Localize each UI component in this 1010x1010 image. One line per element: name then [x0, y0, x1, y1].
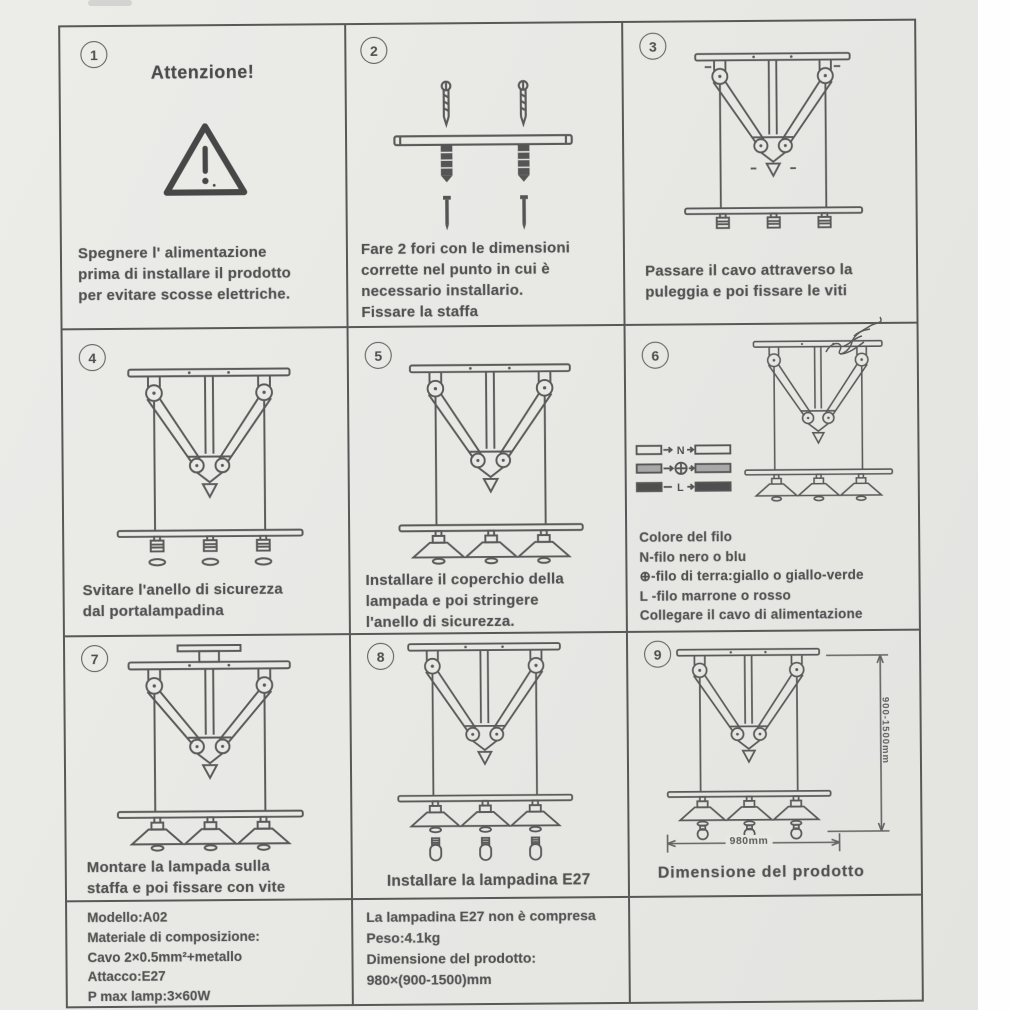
step-6: [626, 324, 919, 633]
step-9: [628, 631, 921, 898]
width-dimension-label: 980mm: [726, 835, 773, 847]
step-number: 9: [653, 646, 662, 663]
step-number: 6: [651, 347, 660, 364]
step-number: 2: [369, 42, 378, 59]
pulley-lamp-illustration: [373, 637, 597, 865]
small-screw-right: [520, 195, 528, 230]
step-1: [60, 25, 348, 330]
step-number: 7: [90, 650, 99, 667]
anchor-right: [518, 144, 530, 182]
step-4: [63, 328, 351, 637]
product-specs-middle: [366, 905, 596, 991]
step-3: [623, 21, 916, 326]
step-8: [351, 633, 630, 900]
spec-line: Materiale di composizione:: [87, 928, 260, 945]
step-caption: Dimensione del prodotto: [657, 863, 865, 882]
wire-neutral-row: [637, 444, 731, 457]
specs-cell-empty: [630, 896, 922, 1002]
spec-line: Dimensione del prodotto:: [366, 949, 537, 967]
step-2: [346, 23, 625, 328]
step-number: 4: [88, 349, 97, 366]
step-caption: Installare la lampadina E27: [386, 871, 591, 890]
instruction-grid: [58, 19, 924, 1009]
pulley-lamp-illustration: [724, 336, 914, 529]
bracket-screws-illustration: [377, 75, 590, 239]
wiring-legend: [634, 441, 770, 498]
step-number-badge: [642, 342, 669, 369]
product-specs-left: [87, 907, 260, 1007]
spec-line: 980×(900-1500)mm: [366, 971, 492, 988]
pulley-lamp-illustration: [91, 643, 329, 886]
anchor-left: [441, 145, 453, 183]
spec-line: Peso:4.1kg: [366, 929, 441, 946]
spec-line: Attacco:E27: [87, 968, 166, 985]
pulley-lamp-illustration: [644, 643, 854, 857]
step-number: 5: [374, 347, 383, 364]
pulley-lamp-illustration: [373, 358, 609, 599]
screw-left: [442, 82, 451, 125]
attention-title: Attenzione!: [150, 61, 255, 83]
height-dimension-label: 900-1500mm: [879, 696, 891, 764]
step-caption: Colore del filo N-filo nero o blu ⊕-filo di terra:giallo o giallo-verde L -filo marrone o rosso Collegare il cavo di alimentazione: [639, 529, 864, 624]
spec-line: Modello:A02: [87, 909, 168, 926]
pulley-lamp-illustration: [91, 362, 329, 605]
warning-triangle-icon: [161, 120, 250, 200]
scan-smudge: [88, 0, 132, 6]
specs-cell-left: [67, 900, 354, 1006]
spec-line: P max lamp:3×60W: [87, 988, 211, 1005]
page-edge: [978, 0, 1010, 1010]
small-screw-left: [443, 196, 451, 231]
step-number: 3: [648, 38, 657, 55]
step-caption: Installare il coperchio della lampada e poi stringere l'anello di sicurezza.: [365, 570, 564, 631]
step-number: 1: [89, 46, 98, 63]
spec-line: Cavo 2×0.5mm²+metallo: [87, 948, 243, 965]
step-caption: Spegnere l' alimentazione prima di installare il prodotto per evitare scosse elettriche.: [77, 243, 292, 305]
screw-right: [519, 81, 528, 124]
pulley-lamp-illustration: [659, 47, 887, 279]
live-label: L: [677, 481, 684, 494]
neutral-label: N: [676, 444, 685, 457]
step-caption: Svitare l'anello di sicurezza dal portalampadina: [82, 580, 283, 621]
step-5: [349, 326, 628, 635]
spec-line: La lampadina E27 non è compresa: [366, 907, 596, 925]
wire-earth-row: [637, 462, 731, 474]
step-caption: Fare 2 fori con le dimensioni corrette nel punto in cui è necessario installario. Fissare la staffa: [360, 239, 571, 322]
step-7: [65, 635, 353, 902]
step-caption: Montare la lampada sulla staffa e poi fissare con vite: [86, 857, 286, 898]
step-caption: Passare il cavo attraverso la puleggia e poi fissare le viti: [645, 261, 853, 301]
wire-live-row: [637, 482, 731, 495]
pencil-scribble: [820, 310, 892, 360]
step-number-badge: [360, 37, 387, 64]
step-number: 8: [376, 648, 385, 665]
specs-cell-middle: [353, 898, 631, 1004]
